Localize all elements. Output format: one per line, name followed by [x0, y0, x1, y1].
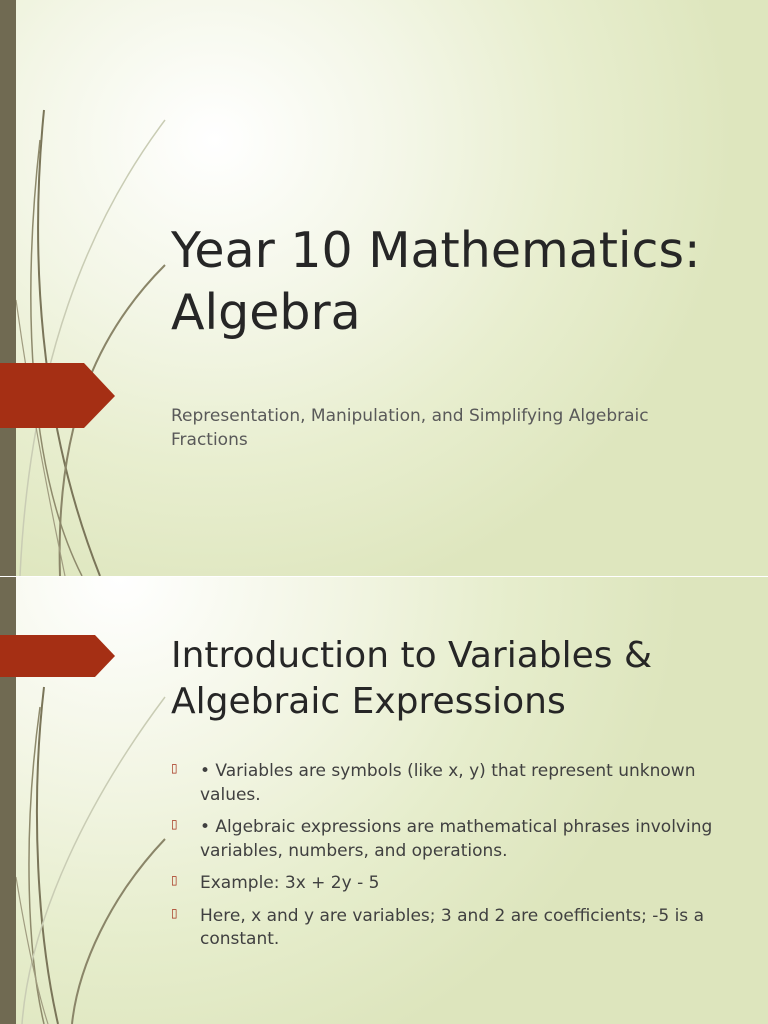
chevron-arrow-icon [0, 635, 116, 678]
bullet-marker-icon: ▯ [171, 905, 178, 920]
slide-subtitle: Representation, Manipulation, and Simplifying Algebraic Fractions [171, 406, 649, 450]
content-slide [0, 577, 768, 1024]
bullet-list [171, 760, 731, 961]
list-item [171, 760, 731, 807]
list-item [171, 872, 731, 896]
bullet-marker-icon: ▯ [171, 817, 178, 831]
bullet-text: Here, x and y are variables; 3 and 2 are coefficients; -5 is a constant. [200, 905, 704, 949]
bullet-text: • Variables are symbols (like x, y) that represent unknown values. [200, 761, 696, 805]
bullet-text: Example: 3x + 2y - 5 [200, 873, 380, 893]
bullet-text: • Algebraic expressions are mathematical phrases involving variables, numbers, and operations. [200, 817, 713, 861]
list-item [171, 905, 731, 952]
bullet-marker-icon: ▯ [171, 873, 178, 887]
slide-title: Introduction to Variables & Algebraic Expressions [171, 635, 653, 722]
slide-title: Year 10 Mathematics: Algebra [171, 222, 701, 341]
bullet-marker-icon: ▯ [171, 761, 178, 775]
chevron-arrow-icon [0, 363, 116, 429]
list-item [171, 816, 731, 863]
left-accent-bar [0, 0, 16, 576]
